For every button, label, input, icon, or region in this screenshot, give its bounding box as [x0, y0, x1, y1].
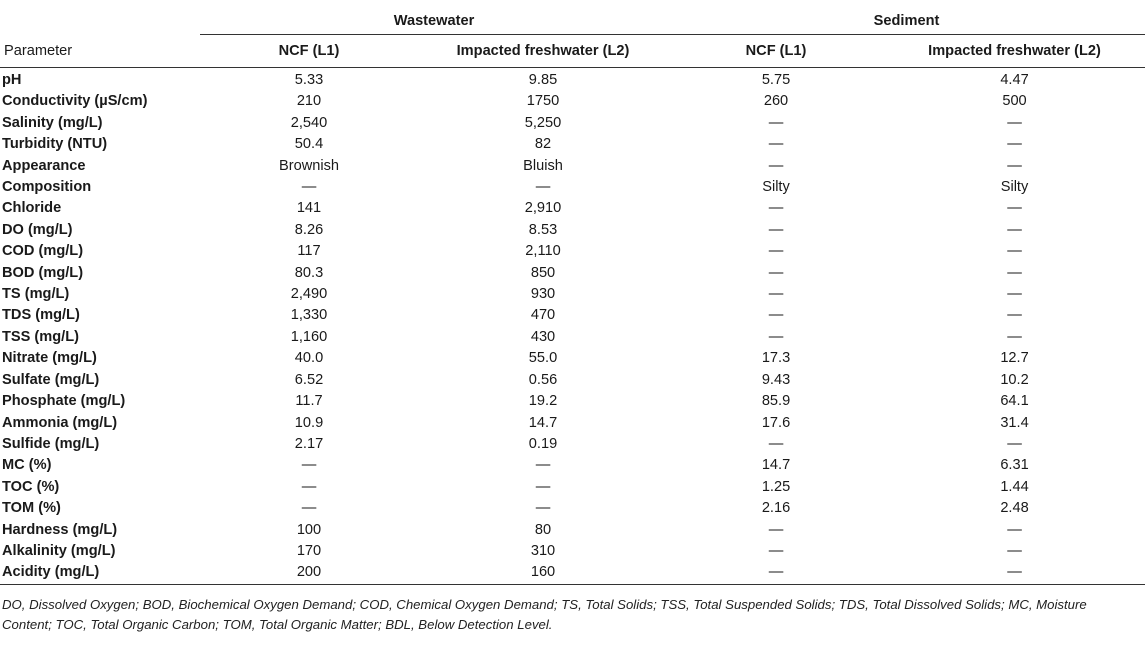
sediment-l1-cell: —: [768, 435, 784, 452]
wastewater-l2-cell: 850: [530, 264, 556, 281]
wastewater-l1-cell: 40.0: [294, 350, 324, 367]
wastewater-l2-cell: 14.7: [528, 414, 558, 431]
table-row: [0, 434, 1145, 455]
wastewater-l2-cell: 80: [534, 521, 552, 538]
wastewater-l1-cell: 2,490: [290, 286, 328, 303]
parameter-cell: Phosphate (mg/L): [2, 393, 126, 410]
table-header: [0, 8, 1145, 68]
parameter-cell: Chloride: [2, 200, 62, 217]
wastewater-l1-cell: 170: [296, 542, 322, 559]
parameter-cell: TSS (mg/L): [2, 328, 80, 345]
sediment-l2-cell: 1.44: [1000, 478, 1029, 495]
sediment-l2-cell: 12.7: [1000, 350, 1029, 367]
table-row: [0, 91, 1145, 112]
sediment-l2-cell: 10.2: [1000, 371, 1029, 388]
sediment-l1-cell: —: [768, 542, 784, 559]
sediment-l2-cell: —: [884, 562, 1145, 584]
table-row: [0, 413, 1145, 434]
sediment-l1-cell: 5.75: [761, 72, 791, 88]
wastewater-l2-cell: Bluish: [523, 157, 563, 174]
wastewater-l1-cell: —: [301, 500, 317, 517]
table-row: [0, 327, 1145, 348]
table-row: [0, 391, 1145, 412]
table-row: [0, 220, 1145, 241]
parameter-cell: Sulfate (mg/L): [2, 371, 100, 388]
table-row: [0, 198, 1145, 219]
wastewater-l2-cell: 2,110: [525, 243, 561, 260]
column-header-sediment-l1: NCF (L1): [668, 35, 884, 68]
sediment-l2-cell: —: [1007, 521, 1022, 538]
wastewater-l1-cell: 6.52: [294, 371, 324, 388]
parameter-cell: TS (mg/L): [2, 286, 70, 303]
wastewater-l1-cell: 117: [297, 243, 321, 260]
sediment-l1-cell: 1.25: [761, 478, 791, 495]
table-row: [0, 541, 1145, 562]
sediment-l2-cell: 500: [1002, 93, 1027, 110]
parameter-cell: Appearance: [2, 157, 86, 174]
sediment-l1-cell: 17.3: [761, 350, 791, 367]
table-row: [0, 241, 1145, 262]
sediment-l1-cell: —: [768, 221, 784, 238]
parameter-cell: pH: [2, 72, 22, 88]
wastewater-l1-cell: —: [301, 457, 317, 474]
table-row: [0, 305, 1145, 326]
sediment-l2-cell: —: [1007, 221, 1022, 238]
table-row: [0, 370, 1145, 391]
wastewater-l1-cell: 2.17: [294, 435, 324, 452]
sediment-l1-cell: 260: [763, 93, 789, 110]
sediment-l2-cell: —: [1007, 307, 1022, 324]
sediment-l2-cell: —: [1007, 157, 1022, 174]
sediment-l2-cell: —: [1007, 264, 1022, 281]
sediment-l2-cell: —: [1007, 200, 1022, 217]
sediment-l1-cell: 2.16: [761, 500, 791, 517]
column-header-wastewater-l2: Impacted freshwater (L2): [418, 35, 668, 68]
sediment-l1-cell: —: [768, 264, 784, 281]
parameter-cell: BOD (mg/L): [2, 264, 84, 281]
wastewater-l1-cell: —: [301, 179, 317, 196]
sediment-l1-cell: 14.7: [761, 457, 791, 474]
table-row: [0, 477, 1145, 498]
table-row: [0, 520, 1145, 541]
column-header-sediment-l2: Impacted freshwater (L2): [884, 35, 1145, 68]
table-footnote: DO, Dissolved Oxygen; BOD, Biochemical Oxygen Demand; COD, Chemical Oxygen Demand; TS, Total Solids; TSS, Total Suspended Solids; TDS, Total Dissolved Solids; MC, Moisture Content; TOC, Total Organic Carbon; TOM, Total Organic Matter; BDL, Below Detection Level.: [2, 596, 1087, 632]
wastewater-l1-cell: 141: [296, 200, 322, 217]
parameters-table: [0, 8, 1145, 585]
sediment-l2-cell: —: [1007, 286, 1022, 303]
table-row: [0, 263, 1145, 284]
wastewater-l2-cell: 82: [534, 136, 552, 153]
wastewater-l2-cell: —: [535, 478, 551, 495]
sediment-l1-cell: 85.9: [761, 393, 791, 410]
column-header-wastewater-l1: NCF (L1): [200, 35, 418, 68]
sediment-l1-cell: —: [768, 243, 784, 260]
sediment-l2-cell: 6.31: [1000, 457, 1029, 474]
parameter-cell: Salinity (mg/L): [2, 114, 103, 131]
wastewater-l2-cell: 430: [530, 328, 556, 345]
wastewater-l2-cell: 930: [530, 286, 556, 303]
sediment-l1-cell: —: [768, 200, 784, 217]
parameter-cell: DO (mg/L): [2, 221, 73, 238]
wastewater-l2-cell: —: [535, 179, 551, 196]
wastewater-l1-cell: 8.26: [294, 221, 324, 238]
sediment-l1-cell: 9.43: [761, 371, 791, 388]
parameter-cell: Composition: [2, 179, 92, 196]
group-header-wastewater: Wastewater: [200, 8, 668, 35]
table-row: [0, 113, 1145, 134]
sediment-l2-cell: —: [1007, 328, 1022, 345]
wastewater-l1-cell: 210: [296, 93, 322, 110]
wastewater-l2-cell: 470: [530, 307, 556, 324]
group-header-spacer: [0, 8, 200, 35]
wastewater-l2-cell: 8.53: [528, 221, 558, 238]
wastewater-l2-cell: 0.19: [528, 435, 558, 452]
parameter-cell: Hardness (mg/L): [2, 521, 118, 538]
column-header-parameter: Parameter: [0, 35, 200, 68]
wastewater-l1-cell: 80.3: [294, 264, 324, 281]
wastewater-l2-cell: 5,250: [524, 114, 562, 131]
parameter-cell: Alkalinity (mg/L): [2, 542, 116, 559]
parameter-cell: TOM (%): [2, 500, 61, 517]
wastewater-l1-cell: 2,540: [290, 114, 328, 131]
parameter-cell: TOC (%): [2, 478, 60, 495]
wastewater-l2-cell: 160: [418, 562, 668, 584]
parameter-cell: Acidity (mg/L): [0, 562, 200, 584]
sediment-l2-cell: —: [1007, 435, 1022, 452]
parameter-cell: COD (mg/L): [2, 243, 84, 260]
sediment-l2-cell: —: [1007, 114, 1022, 131]
sediment-l1-cell: —: [768, 307, 784, 324]
table-row: [0, 68, 1145, 92]
sediment-l1-cell: —: [768, 114, 784, 131]
sediment-l2-cell: —: [1007, 243, 1022, 260]
sediment-l1-cell: —: [668, 562, 884, 584]
sediment-l1-cell: —: [768, 521, 784, 538]
wastewater-l2-cell: 19.2: [528, 393, 558, 410]
parameter-cell: Ammonia (mg/L): [2, 414, 118, 431]
wastewater-l2-cell: 2,910: [524, 200, 562, 217]
wastewater-l1-cell: 11.7: [295, 393, 323, 410]
wastewater-l1-cell: —: [301, 478, 317, 495]
wastewater-l1-cell: 1,330: [290, 307, 328, 324]
parameter-cell: Turbidity (NTU): [2, 136, 108, 153]
table-row: [0, 177, 1145, 198]
table-row: [0, 498, 1145, 519]
table-row: [0, 562, 1145, 584]
sediment-l2-cell: —: [1007, 136, 1022, 153]
parameter-cell: Conductivity (µS/cm): [2, 93, 148, 110]
sediment-l2-cell: 64.1: [1000, 393, 1029, 410]
sediment-l1-cell: Silty: [762, 179, 790, 196]
sediment-l2-cell: —: [1007, 542, 1022, 559]
parameter-cell: Nitrate (mg/L): [2, 350, 97, 367]
wastewater-l2-cell: —: [535, 457, 551, 474]
group-header-row: [0, 8, 1145, 35]
wastewater-l1-cell: 1,160: [290, 328, 328, 345]
sediment-l2-cell: 4.47: [1000, 72, 1029, 88]
group-header-sediment: Sediment: [668, 8, 1145, 35]
wastewater-l2-cell: —: [535, 500, 551, 517]
wastewater-l2-cell: 1750: [526, 93, 560, 110]
wastewater-l2-cell: 9.85: [528, 72, 558, 88]
table-row: [0, 348, 1145, 369]
wastewater-l2-cell: 0.56: [528, 371, 558, 388]
table-row: [0, 284, 1145, 305]
column-header-row: [0, 35, 1145, 68]
wastewater-l1-cell: 10.9: [294, 414, 324, 431]
sediment-l2-cell: 31.4: [1000, 414, 1029, 431]
table-row: [0, 134, 1145, 155]
wastewater-l2-cell: 55.0: [528, 350, 558, 367]
sediment-l1-cell: —: [768, 157, 784, 174]
sediment-l1-cell: —: [768, 136, 784, 153]
sediment-l2-cell: 2.48: [1000, 500, 1029, 517]
parameter-cell: TDS (mg/L): [2, 307, 80, 324]
wastewater-l1-cell: Brownish: [278, 157, 340, 174]
wastewater-l2-cell: 310: [530, 542, 556, 559]
wastewater-l1-cell: 5.33: [294, 72, 324, 88]
sediment-l1-cell: —: [768, 328, 784, 345]
table-row: [0, 455, 1145, 476]
sediment-l1-cell: 17.6: [761, 414, 791, 431]
table-row: [0, 156, 1145, 177]
sediment-l2-cell: Silty: [1000, 179, 1029, 196]
wastewater-l1-cell: 50.4: [294, 136, 324, 153]
wastewater-l1-cell: 200: [200, 562, 418, 584]
wastewater-l1-cell: 100: [296, 521, 322, 538]
parameter-cell: Sulfide (mg/L): [2, 435, 100, 452]
table-body: [0, 68, 1145, 585]
parameter-cell: MC (%): [2, 457, 52, 474]
sediment-l1-cell: —: [768, 286, 784, 303]
